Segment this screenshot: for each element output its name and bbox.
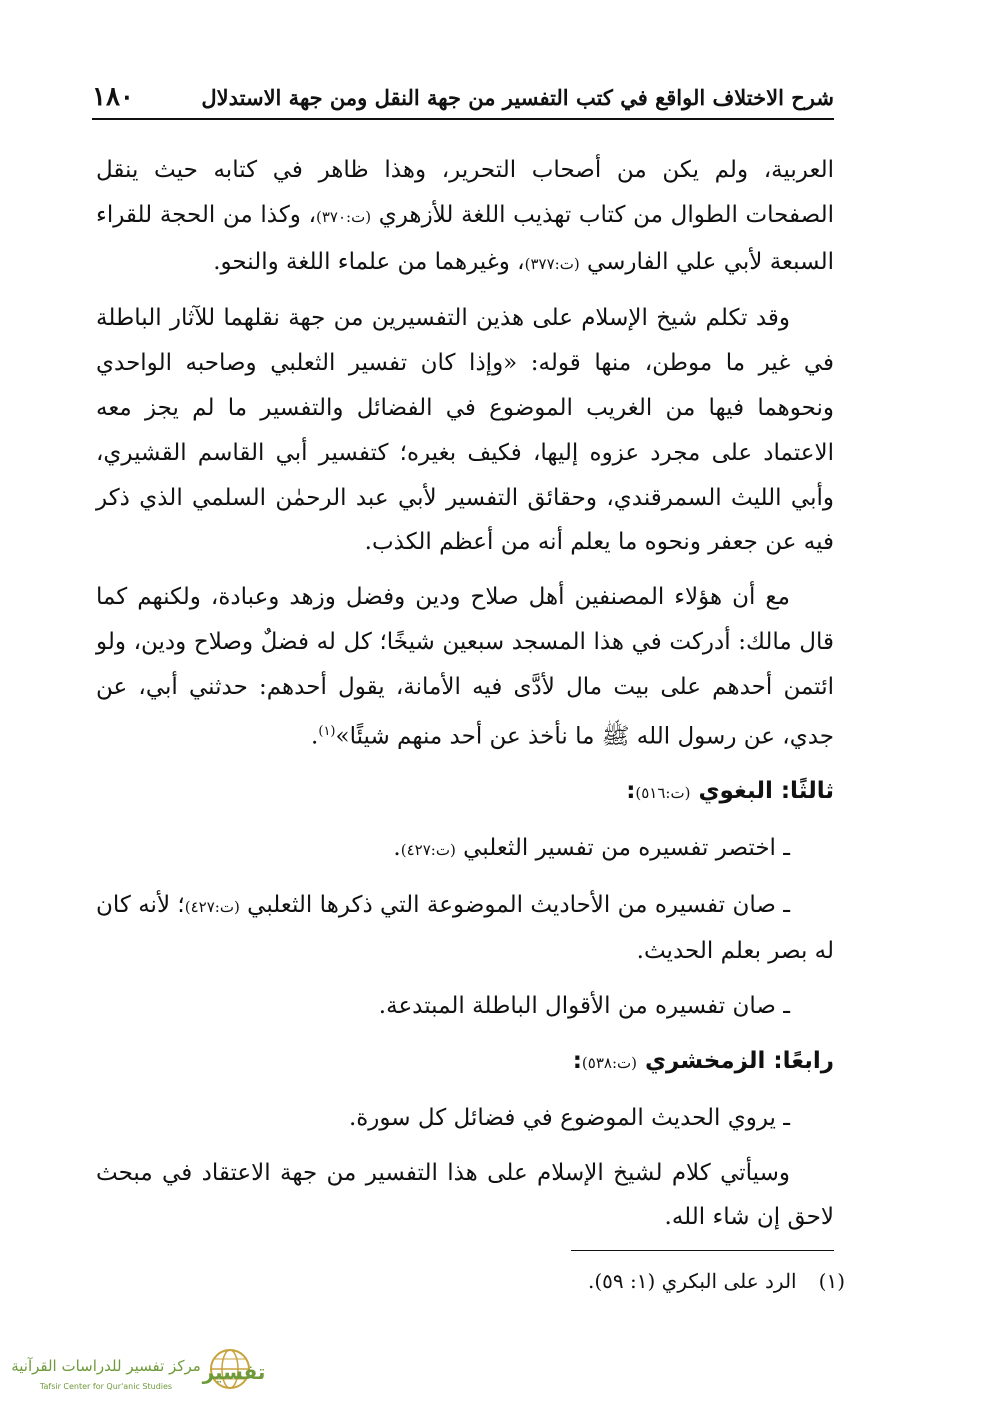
heading-3-date: (ت:٥١٦) [635, 784, 691, 803]
footnote-text: الرد على البكري (١: ٥٩). [587, 1269, 797, 1293]
item-date: (ت:٤٢٧) [400, 840, 456, 859]
heading-3-colon: : [626, 778, 636, 805]
list-item [96, 826, 834, 873]
heading-4-colon: : [572, 1048, 582, 1074]
item-text: ـ يروي الحديث الموضوع في فضائل كل سورة. [348, 1104, 790, 1131]
footnote-number: (١) [818, 1269, 845, 1293]
item-end: ؛ لأنه كان له بصر بعلم الحديث. [96, 891, 834, 965]
section-heading-3 [96, 769, 834, 816]
tafsir-center-logo [8, 1345, 268, 1401]
item-text: ـ صان تفسيره من الأحاديث الموضوعة التي ذكرها الثعلبي [239, 891, 790, 918]
paragraph-2: وقد تكلم شيخ الإسلام على هذين التفسيرين من جهة نقلهما للآثار الباطلة في غير ما موطن، منها قوله: «وإذا كان تفسير الثعلبي وصاحبه الواحدي ونحوهما فيها من الغريب الموضوع في الفضائل والتفسير ما لم يجز معه الاعتماد على مجرد عزوه إليها، فكيف بغيره؛ كتفسير أبي القاسم القشيري، وأبي الليث السمرقندي، وحقائق التفسير لأبي عبد الرحمٰن السلمي الذي ذكر فيه عن جعفر ونحوه ما يعلم أنه من أعظم الكذب. [96, 305, 834, 556]
heading-3-label: ثالثًا: البغوي [690, 778, 834, 805]
list-item [96, 1096, 834, 1141]
p1-text-a: العربية، ولم يكن من أصحاب التحرير، وهذا ظاهر في كتابه حيث ينقل الصفحات الطوال من كتاب تهذيب اللغة للأزهري [96, 157, 835, 228]
page-header [92, 76, 834, 120]
footnote-separator [571, 1250, 834, 1251]
item-end: . [393, 834, 401, 861]
section-heading-4 [96, 1039, 834, 1086]
paragraph-3 [96, 575, 834, 759]
item-date: (ت:٤٢٧) [184, 897, 240, 916]
paragraph-1 [96, 148, 834, 286]
item-text: ـ اختصر تفسيره من تفسير الثعلبي [455, 834, 790, 861]
item-text: ـ صان تفسيره من الأقوال الباطلة المبتدعة. [378, 993, 790, 1020]
heading-4-date: (ت:٥٣٨) [581, 1054, 637, 1072]
p1-text-c: ، وغيرهما من علماء اللغة والنحو. [213, 248, 525, 275]
paragraph-last: وسيأتي كلام لشيخ الإسلام على هذا التفسير من جهة الاعتقاد في مبحث لاحق إن شاء الله. [96, 1159, 834, 1231]
list-item [96, 984, 834, 1029]
logo-graphic [8, 1345, 268, 1401]
heading-4-label: رابعًا: الزمخشري [636, 1048, 834, 1074]
p3-text: مع أن هؤلاء المصنفين أهل صلاح ودين وفضل وزهد وعبادة، ولكنهم كما قال مالك: أدركت في هذا المسجد سبعين شيخًا؛ كل له فضلٌ وصلاح ودين، ولو ائتمن أحدهم على بيت مال لأدَّى فيه الأمانة، يقول أحدهم: حدثني أبي، عن جدي، عن رسول الله ﷺ ما نأخذ عن أحد منهم شيئًا» [96, 584, 834, 750]
list-item [96, 883, 834, 975]
running-title: شرح الاختلاف الواقع في كتب التفسير من جهة النقل ومن جهة الاستدلال [201, 84, 834, 110]
footnote [300, 1266, 845, 1296]
logo-english-name: Tafsir Center for Qur'anic Studies [39, 1382, 173, 1391]
p3-end: . [311, 723, 319, 750]
footnote-ref: (١) [318, 723, 336, 739]
p1-date-a: (ت:٣٧٠) [316, 207, 372, 226]
page-number: ١٨٠ [92, 82, 134, 112]
body-text [96, 148, 834, 1250]
p1-date-b: (ت:٣٧٧) [524, 254, 580, 273]
p1-text-b: ، وكذا من الحجة للقراء السبعة لأبي علي الفارسي [96, 201, 834, 275]
logo-arabic-name: مركز تفسير للدراسات القرآنية [11, 1357, 201, 1375]
logo-word: تفسير [202, 1360, 266, 1384]
